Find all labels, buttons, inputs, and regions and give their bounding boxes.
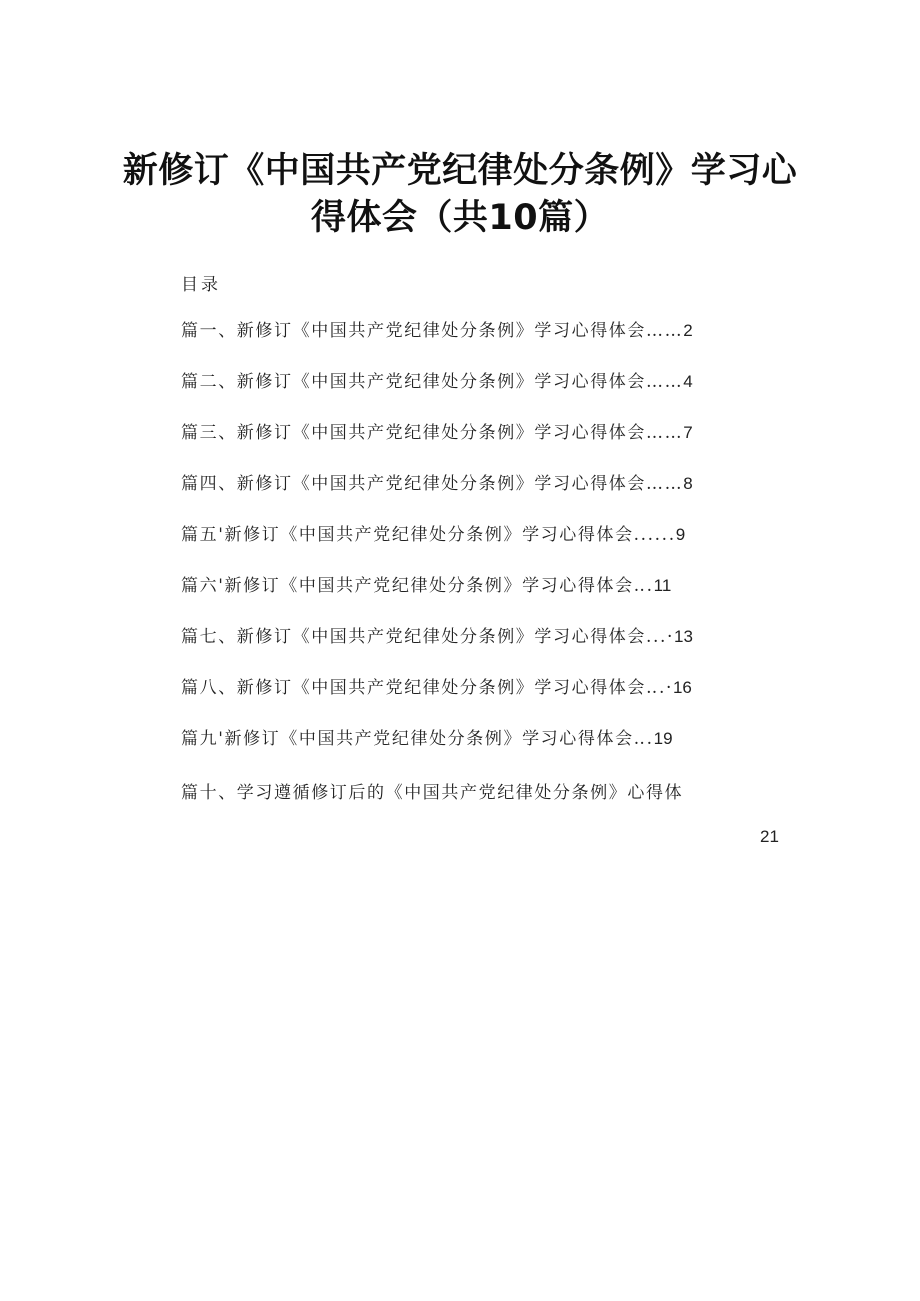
toc-entry-page: 7 [683, 423, 693, 442]
toc-entry-page: 13 [674, 627, 693, 646]
toc-entry-10: 篇十、学习遵循修订后的《中国共产党纪律处分条例》心得体 [181, 783, 684, 803]
document-title-line-1: 新修订《中国共产党纪律处分条例》学习心 [122, 151, 798, 191]
toc-entry-3 [181, 422, 801, 473]
toc-entry-2 [181, 371, 801, 422]
toc-entry-6 [181, 575, 801, 626]
toc-entry-text: 篇三、新修订《中国共产党纪律处分条例》学习心得体会…… [181, 423, 684, 443]
toc-entry-text: 篇五'新修订《中国共产党纪律处分条例》学习心得体会...... [181, 525, 676, 545]
toc-entry-5 [181, 524, 801, 575]
toc-entry-page: 16 [672, 678, 692, 697]
toc-entry-text: 篇六'新修订《中国共产党纪律处分条例》学习心得体会‥. [181, 576, 654, 596]
toc-entry-text: 篇二、新修订《中国共产党纪律处分条例》学习心得体会…… [181, 372, 684, 392]
toc-entry-page: 19 [653, 729, 673, 748]
toc-entry-text: 篇七、新修订《中国共产党纪律处分条例》学习心得体会...· [181, 627, 675, 647]
toc-entry-text: 篇八、新修订《中国共产党纪律处分条例》学习心得体会‥.· [181, 678, 673, 698]
toc-entry-page: 2 [683, 321, 693, 340]
toc-entry-text: 篇一、新修订《中国共产党纪律处分条例》学习心得体会…… [181, 321, 684, 341]
toc-entry-text: 篇九'新修订《中国共产党纪律处分条例》学习心得体会‥. [181, 729, 654, 749]
table-of-contents [181, 320, 801, 779]
toc-entry-page: 4 [683, 372, 693, 391]
toc-entry-1 [181, 320, 801, 371]
toc-entry-8 [181, 677, 801, 728]
toc-heading: 目录 [181, 275, 221, 295]
toc-entry-page: 11 [653, 576, 672, 595]
toc-entry-7 [181, 626, 801, 677]
toc-entry-text: 篇四、新修订《中国共产党纪律处分条例》学习心得体会…… [181, 474, 684, 494]
toc-entry-10-page: 21 [760, 827, 779, 846]
toc-entry-page: 8 [683, 474, 693, 493]
toc-entry-9 [181, 728, 801, 779]
document-title-line-2: 得体会（共10篇） [310, 198, 610, 238]
toc-entry-4 [181, 473, 801, 524]
toc-entry-page: 9 [675, 525, 686, 544]
